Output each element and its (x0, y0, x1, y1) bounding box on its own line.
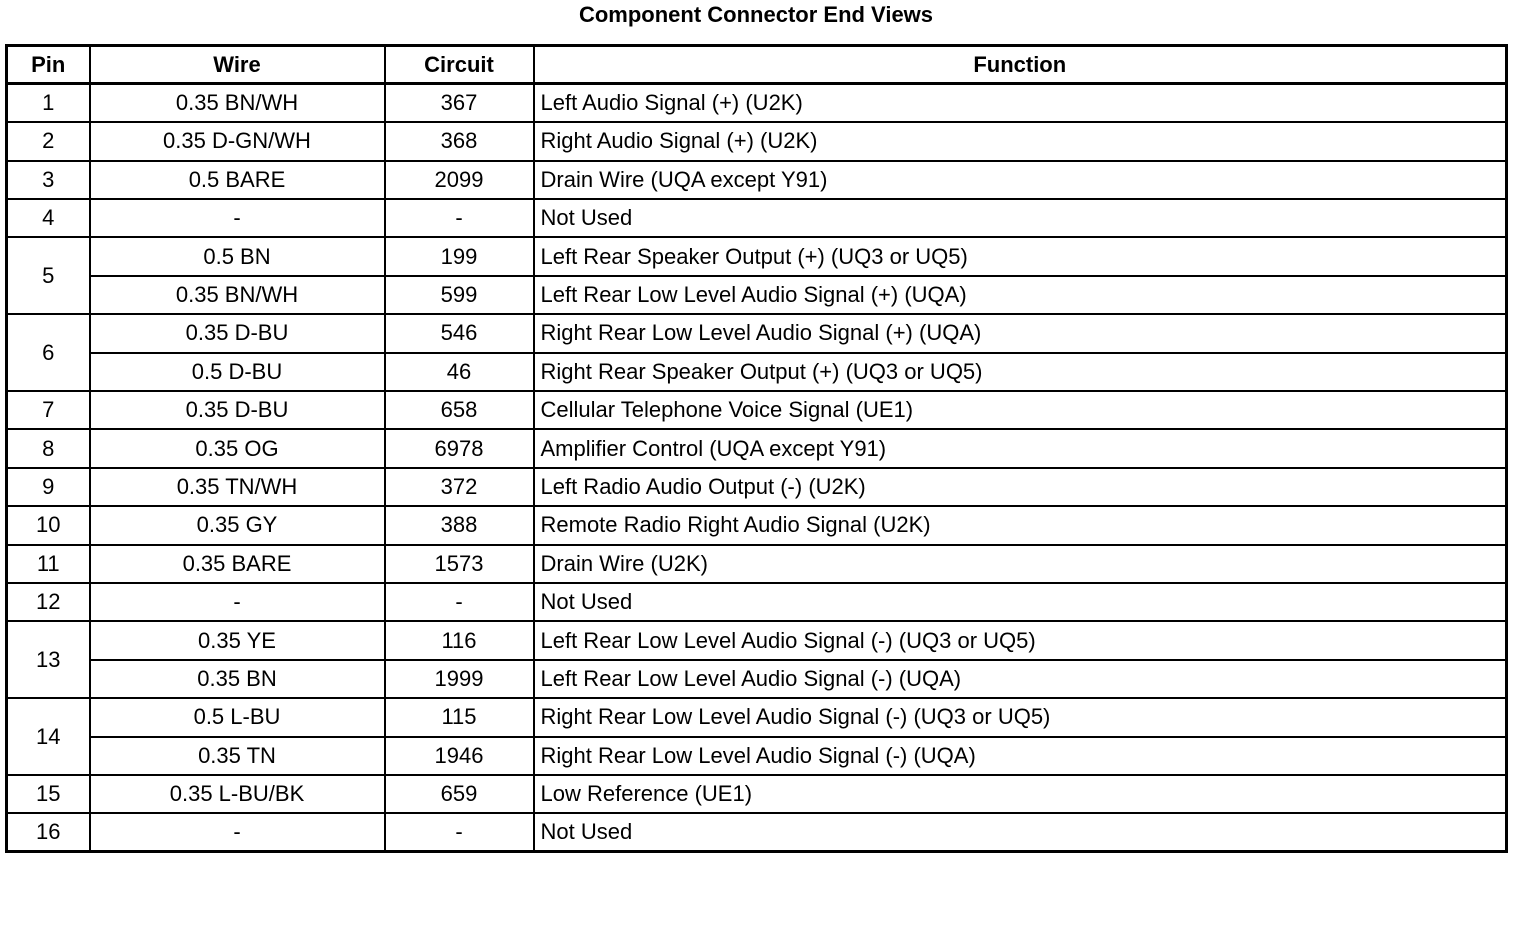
header-circuit: Circuit (385, 46, 534, 84)
wire-cell: - (90, 583, 385, 621)
function-cell: Left Rear Low Level Audio Signal (+) (UQA) (534, 276, 1507, 314)
table-row (7, 314, 1507, 352)
circuit-cell: 199 (385, 237, 534, 275)
circuit-cell: 46 (385, 353, 534, 391)
function-cell: Left Audio Signal (+) (U2K) (534, 84, 1507, 122)
table-row (7, 84, 1507, 122)
function-cell: Not Used (534, 199, 1507, 237)
table-row (7, 583, 1507, 621)
table-row (7, 391, 1507, 429)
pin-cell: 8 (7, 429, 90, 467)
pin-cell: 1 (7, 84, 90, 122)
pin-cell: 12 (7, 583, 90, 621)
pin-cell: 16 (7, 813, 90, 851)
table-row (7, 506, 1507, 544)
table-row (7, 276, 1507, 314)
circuit-cell: 658 (385, 391, 534, 429)
table-row (7, 737, 1507, 775)
function-cell: Cellular Telephone Voice Signal (UE1) (534, 391, 1507, 429)
table-row (7, 545, 1507, 583)
circuit-cell: - (385, 813, 534, 851)
pin-cell: 3 (7, 161, 90, 199)
table-row (7, 237, 1507, 275)
function-cell: Remote Radio Right Audio Signal (U2K) (534, 506, 1507, 544)
function-cell: Left Rear Low Level Audio Signal (-) (UQ3 or UQ5) (534, 621, 1507, 659)
pin-cell: 15 (7, 775, 90, 813)
function-cell: Right Rear Low Level Audio Signal (-) (UQ3 or UQ5) (534, 698, 1507, 736)
function-cell: Drain Wire (UQA except Y91) (534, 161, 1507, 199)
pin-cell: 10 (7, 506, 90, 544)
wire-cell: 0.35 GY (90, 506, 385, 544)
function-cell: Right Rear Low Level Audio Signal (+) (UQA) (534, 314, 1507, 352)
wire-cell: 0.35 D-GN/WH (90, 122, 385, 160)
pin-cell: 7 (7, 391, 90, 429)
pin-cell: 14 (7, 698, 90, 775)
pin-cell: 4 (7, 199, 90, 237)
table-row (7, 199, 1507, 237)
function-cell: Left Radio Audio Output (-) (U2K) (534, 468, 1507, 506)
table-row (7, 813, 1507, 851)
wire-cell: 0.35 OG (90, 429, 385, 467)
circuit-cell: - (385, 583, 534, 621)
pin-cell: 9 (7, 468, 90, 506)
wire-cell: 0.5 L-BU (90, 698, 385, 736)
circuit-cell: 1573 (385, 545, 534, 583)
pin-cell: 6 (7, 314, 90, 391)
circuit-cell: 368 (385, 122, 534, 160)
circuit-cell: 659 (385, 775, 534, 813)
circuit-cell: 599 (385, 276, 534, 314)
function-cell: Not Used (534, 813, 1507, 851)
header-wire: Wire (90, 46, 385, 84)
page-title: Component Connector End Views (578, 2, 934, 27)
wire-cell: 0.35 YE (90, 621, 385, 659)
wire-cell: - (90, 813, 385, 851)
wire-cell: - (90, 199, 385, 237)
wire-cell: 0.5 BARE (90, 161, 385, 199)
circuit-cell: 372 (385, 468, 534, 506)
wire-cell: 0.35 L-BU/BK (90, 775, 385, 813)
table-row (7, 353, 1507, 391)
circuit-cell: 116 (385, 621, 534, 659)
wire-cell: 0.5 BN (90, 237, 385, 275)
wire-cell: 0.35 D-BU (90, 314, 385, 352)
wire-cell: 0.35 TN/WH (90, 468, 385, 506)
circuit-cell: 388 (385, 506, 534, 544)
circuit-cell: 546 (385, 314, 534, 352)
wire-cell: 0.35 BN/WH (90, 84, 385, 122)
function-cell: Right Rear Low Level Audio Signal (-) (UQA) (534, 737, 1507, 775)
pin-cell: 13 (7, 621, 90, 698)
wire-cell: 0.35 BARE (90, 545, 385, 583)
table-row (7, 660, 1507, 698)
table-row (7, 621, 1507, 659)
header-pin: Pin (7, 46, 90, 84)
function-cell: Left Rear Low Level Audio Signal (-) (UQA) (534, 660, 1507, 698)
function-cell: Right Rear Speaker Output (+) (UQ3 or UQ5) (534, 353, 1507, 391)
header-function: Function (534, 46, 1507, 84)
wire-cell: 0.5 D-BU (90, 353, 385, 391)
function-cell: Not Used (534, 583, 1507, 621)
function-cell: Low Reference (UE1) (534, 775, 1507, 813)
table-row (7, 161, 1507, 199)
pin-cell: 11 (7, 545, 90, 583)
circuit-cell: - (385, 199, 534, 237)
connector-pinout-table (5, 44, 1508, 853)
wire-cell: 0.35 TN (90, 737, 385, 775)
circuit-cell: 367 (385, 84, 534, 122)
table-header-row (7, 46, 1507, 84)
table-row (7, 122, 1507, 160)
circuit-cell: 2099 (385, 161, 534, 199)
circuit-cell: 1999 (385, 660, 534, 698)
circuit-cell: 6978 (385, 429, 534, 467)
function-cell: Left Rear Speaker Output (+) (UQ3 or UQ5) (534, 237, 1507, 275)
function-cell: Right Audio Signal (+) (U2K) (534, 122, 1507, 160)
table-row (7, 429, 1507, 467)
circuit-cell: 115 (385, 698, 534, 736)
pin-cell: 5 (7, 237, 90, 314)
wire-cell: 0.35 D-BU (90, 391, 385, 429)
wire-cell: 0.35 BN (90, 660, 385, 698)
table-row (7, 775, 1507, 813)
function-cell: Amplifier Control (UQA except Y91) (534, 429, 1507, 467)
wire-cell: 0.35 BN/WH (90, 276, 385, 314)
pin-cell: 2 (7, 122, 90, 160)
circuit-cell: 1946 (385, 737, 534, 775)
table-row (7, 468, 1507, 506)
function-cell: Drain Wire (U2K) (534, 545, 1507, 583)
table-row (7, 698, 1507, 736)
